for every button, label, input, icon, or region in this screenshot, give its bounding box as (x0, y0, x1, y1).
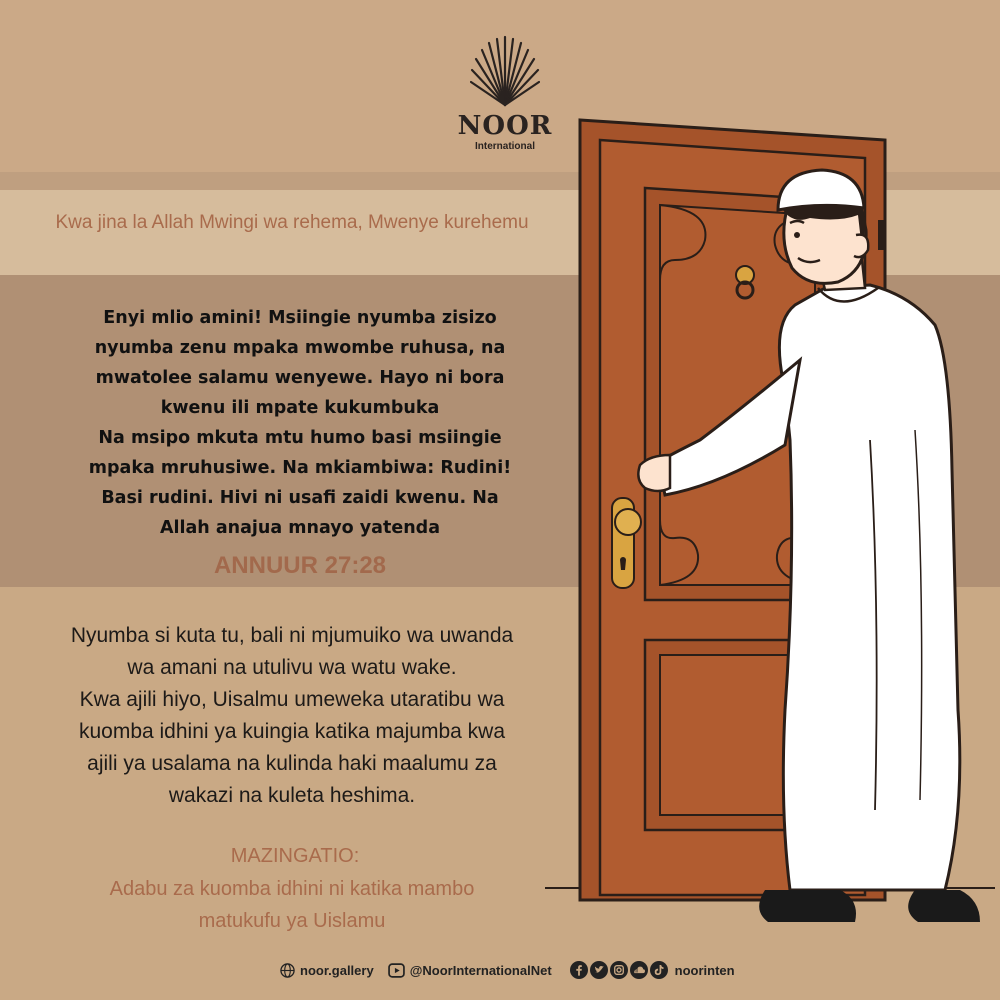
body-line: kuomba idhini ya kuingia katika majumba kwa (78, 720, 506, 743)
verse-line: mwatolee salamu wenyewe. Hayo ni bora (95, 368, 505, 388)
note-text (52, 873, 532, 937)
globe-icon (280, 963, 295, 978)
noor-logo (450, 35, 560, 153)
note-title: MAZINGATIO: (230, 845, 360, 867)
basmala-text: Kwa jina la Allah Mwingi wa rehema, Mwenye kurehemu (55, 212, 529, 233)
tiktok-icon (650, 961, 668, 979)
body-line: wa amani na utulivu wa watu wake. (127, 656, 457, 679)
soundcloud-icon (630, 961, 648, 979)
body-line: ajili ya usalama na kulinda haki maalumu za (87, 752, 497, 775)
verse-line: mpaka mruhusiwe. Na mkiambiwa: Rudini! (88, 458, 512, 478)
brand-name: NOOR (457, 111, 553, 141)
twitter-icon (590, 961, 608, 979)
facebook-icon (570, 961, 588, 979)
body-line: Kwa ajili hiyo, Uisalmu umeweka utaratibu wa (79, 688, 505, 711)
body-text (22, 620, 562, 812)
website-link[interactable] (280, 963, 374, 978)
verse-line: Na msipo mkuta mtu humo basi msiingie (98, 428, 502, 448)
verse-line: Basi rudini. Hivi ni usafi zaidi kwenu. Na (101, 488, 499, 508)
verse-reference: ANNUUR 27:28 (213, 552, 387, 579)
note-line: matukufu ya Uislamu (198, 910, 386, 932)
body-line: wakazi na kuleta heshima. (168, 784, 416, 807)
verse-line: Enyi mlio amini! Msiingie nyumba zisizo (103, 308, 497, 328)
verse-line: nyumba zenu mpaka mwombe ruhusa, na (94, 338, 506, 358)
body-line: Nyumba si kuta tu, bali ni mjumuiko wa uwanda (70, 624, 514, 647)
website-label: noor.gallery (300, 962, 374, 978)
verse-line: Allah anajua mnayo yatenda (159, 518, 441, 538)
verse-text (55, 303, 545, 543)
social-label: noorinten (674, 962, 735, 978)
youtube-label: @NoorInternationalNet (409, 962, 552, 978)
youtube-icon (388, 962, 405, 979)
man-at-door-illustration (540, 110, 1000, 940)
youtube-link[interactable] (388, 962, 552, 979)
instagram-icon (610, 961, 628, 979)
social-links[interactable] (570, 961, 735, 979)
note-line: Adabu za kuomba idhini ni katika mambo (109, 878, 475, 900)
footer-social-bar (280, 958, 800, 982)
brand-subtitle: International (474, 141, 535, 152)
sunburst-logo-icon (470, 35, 540, 107)
verse-line: kwenu ili mpate kukumbuka (160, 398, 440, 418)
